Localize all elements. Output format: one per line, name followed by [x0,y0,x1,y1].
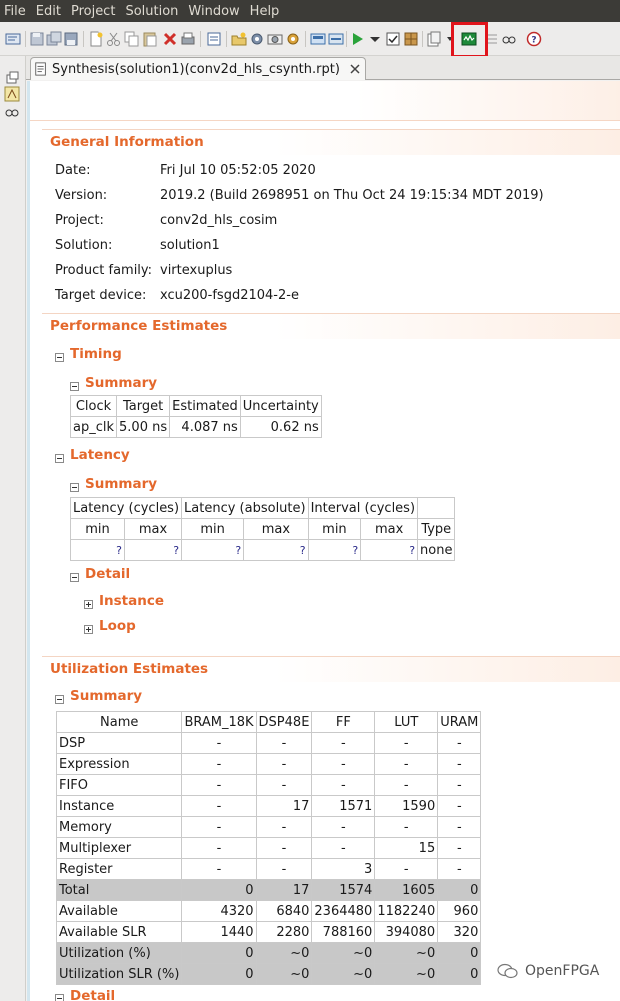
table-row [57,901,481,922]
table-cell: - [438,838,481,859]
gi-label: Solution: [55,238,113,253]
table-cell: 0 [182,880,256,901]
table-header: Estimated [170,396,241,417]
table-cell: 5.00 ns [117,417,170,438]
table-row [57,880,481,901]
table-cell: 1574 [312,880,375,901]
table-cell: 2280 [256,922,312,943]
timing-collapse-toggle[interactable] [55,353,64,362]
table-cell: - [256,838,312,859]
performance-estimates-header: Performance Estimates [42,313,620,339]
table-header [418,498,455,519]
table-cell: - [256,859,312,880]
gi-label: Project: [55,213,104,228]
editor-tab-bar [26,56,620,80]
table-cell: - [312,838,375,859]
table-header: min [182,519,244,540]
table-row [57,943,481,964]
table-cell: - [182,859,256,880]
watermark [497,962,599,980]
run-icon[interactable] [349,31,365,47]
table-header: Latency (absolute) [182,498,309,519]
c-synthesis-icon[interactable] [328,31,344,47]
table-cell: Total [57,880,182,901]
general-information-header: General Information [42,129,620,155]
left-minimized-panel [0,56,26,1001]
tab-synthesis-report[interactable] [30,57,366,80]
table-header: Name [57,712,182,733]
table-cell: Register [57,859,182,880]
table-cell: 15 [375,838,438,859]
table-cell: ~0 [375,964,438,985]
table-cell: 6840 [256,901,312,922]
report-file-icon [34,62,48,76]
timing-summary-header: Summary [85,375,158,391]
table-cell: - [375,817,438,838]
project-settings-icon[interactable] [206,31,222,47]
table-cell: - [312,775,375,796]
table-cell: 2364480 [312,901,375,922]
table-cell: 0.62 ns [240,417,321,438]
table-cell: 0 [182,943,256,964]
table-cell: Utilization (%) [57,943,182,964]
utilization-detail-header: Detail [70,988,116,1001]
table-row [57,775,481,796]
table-cell: 0 [438,880,481,901]
utilization-summary-header: Summary [70,688,143,704]
table-cell: Memory [57,817,182,838]
latency-header: Latency [70,447,130,463]
new-file-icon[interactable] [88,31,104,47]
table-cell: - [182,796,256,817]
solution-settings-icon[interactable] [249,31,265,47]
utilization-summary-table [56,711,481,985]
table-cell: DSP [57,733,182,754]
waveform-icon[interactable] [501,31,517,47]
tab-title: Synthesis(solution1)(conv2d_hls_csynth.rpt) [52,61,340,77]
table-cell: - [375,733,438,754]
save-all-icon[interactable] [46,31,62,47]
export-rtl-icon[interactable] [403,31,419,47]
gi-value: conv2d_hls_cosim [160,213,278,228]
table-cell: 1590 [375,796,438,817]
table-cell: 394080 [375,922,438,943]
table-cell: - [256,775,312,796]
table-cell: - [438,796,481,817]
instance-header[interactable]: Instance [99,593,165,609]
table-header: Uncertainty [240,396,321,417]
report-content [27,81,620,1001]
table-header: max [244,519,308,540]
table-cell: ~0 [256,943,312,964]
c-simulation-icon[interactable] [310,31,326,47]
table-cell: Instance [57,796,182,817]
table-header: max [124,519,181,540]
table-cell: - [256,733,312,754]
hardware-icon[interactable] [267,31,283,47]
latency-summary-collapse-toggle[interactable] [70,483,79,492]
save-icon[interactable] [29,31,45,47]
gi-label: Target device: [55,288,147,303]
new-solution-icon[interactable] [231,31,247,47]
table-header: Latency (cycles) [71,498,182,519]
help-icon[interactable] [526,31,542,47]
timing-summary-table [70,395,322,438]
table-cell: ? [182,540,244,561]
loop-header[interactable]: Loop [99,618,136,634]
table-cell: - [182,754,256,775]
gi-label: Version: [55,188,108,203]
table-cell: - [312,733,375,754]
table-cell: 1605 [375,880,438,901]
table-row [57,838,481,859]
table-row [57,859,481,880]
latency-detail-collapse-toggle[interactable] [70,573,79,582]
latency-detail-header: Detail [85,566,131,582]
table-cell: 1571 [312,796,375,817]
table-cell: 960 [438,901,481,922]
table-cell: 17 [256,880,312,901]
table-header: LUT [375,712,438,733]
table-cell: 0 [182,964,256,985]
highlight-box [451,22,488,58]
gi-value: xcu200-fsgd2104-2-e [160,288,299,303]
table-cell: - [438,859,481,880]
table-header: FF [312,712,375,733]
main-toolbar [0,22,620,56]
table-cell: 0 [438,964,481,985]
save-as-icon[interactable] [63,31,79,47]
directive-icon[interactable] [285,31,301,47]
delete-icon[interactable] [162,31,178,47]
table-cell: 3 [312,859,375,880]
close-tab-icon[interactable] [348,62,362,76]
paste-icon[interactable] [142,31,158,47]
watermark-text: OpenFPGA [525,963,600,979]
menu-file[interactable]: File [4,3,26,19]
table-cell: ~0 [312,964,375,985]
table-cell: Available [57,901,182,922]
table-header: BRAM_18K [182,712,256,733]
table-cell: - [182,817,256,838]
table-header: Clock [71,396,117,417]
table-cell: ? [244,540,308,561]
gi-value: Fri Jul 10 05:52:05 2020 [160,163,316,178]
table-cell: none [418,540,455,561]
table-cell: ? [71,540,125,561]
table-header: URAM [438,712,481,733]
table-cell: - [438,733,481,754]
table-header: Interval (cycles) [308,498,417,519]
wechat-icon [497,962,519,980]
table-header: max [361,519,418,540]
table-cell: 4.087 ns [170,417,241,438]
table-cell: - [375,775,438,796]
table-cell: - [256,817,312,838]
table-cell: - [312,754,375,775]
open-report-icon[interactable] [426,31,442,47]
table-header: DSP48E [256,712,312,733]
table-cell: 1440 [182,922,256,943]
table-header: min [308,519,361,540]
table-header: min [71,519,125,540]
gi-value: solution1 [160,238,220,253]
table-cell: ~0 [256,964,312,985]
copy-icon[interactable] [124,31,140,47]
table-cell: - [182,838,256,859]
table-cell: 0 [438,943,481,964]
table-cell: - [256,754,312,775]
table-cell: ~0 [375,943,438,964]
utilization-detail-collapse-toggle[interactable] [55,994,64,1001]
table-row [57,817,481,838]
print-icon[interactable] [180,31,196,47]
table-cell: - [182,733,256,754]
table-cell: Utilization SLR (%) [57,964,182,985]
table-cell: - [182,775,256,796]
instance-expand-toggle[interactable] [84,600,93,609]
table-cell: - [312,817,375,838]
table-cell: ? [361,540,418,561]
table-header: Type [418,519,455,540]
table-cell: Expression [57,754,182,775]
table-cell: 1182240 [375,901,438,922]
restore-view-icon[interactable] [4,70,20,86]
menu-project[interactable]: Project [70,3,116,19]
table-cell: - [438,817,481,838]
table-row [57,754,481,775]
svg-text:?: ? [531,35,537,46]
gi-value: 2019.2 (Build 2698951 on Thu Oct 24 19:15:34 MDT 2019) [160,188,544,203]
table-cell: 17 [256,796,312,817]
menu-edit[interactable]: Edit [35,3,61,19]
table-cell: Multiplexer [57,838,182,859]
table-cell: 4320 [182,901,256,922]
report-top-band [30,81,620,121]
timing-summary-collapse-toggle[interactable] [70,382,79,391]
utilization-summary-collapse-toggle[interactable] [55,695,64,704]
menu-help[interactable]: Help [249,3,280,19]
table-cell: ? [124,540,181,561]
table-row [57,964,481,985]
table-cell: - [438,754,481,775]
table-cell: ? [308,540,361,561]
console-view-icon[interactable] [5,31,21,47]
latency-collapse-toggle[interactable] [55,454,64,463]
table-cell: FIFO [57,775,182,796]
table-row [57,922,481,943]
timing-header: Timing [70,346,122,362]
table-row [57,733,481,754]
menu-solution[interactable]: Solution [125,3,179,19]
table-row [57,796,481,817]
table-cell: - [375,859,438,880]
menu-bar [0,0,620,22]
table-cell: ~0 [312,943,375,964]
utilization-estimates-header: Utilization Estimates [42,656,620,682]
table-cell: 788160 [312,922,375,943]
table-cell: - [375,754,438,775]
latency-summary-table [70,497,455,561]
debug-view-icon[interactable] [4,104,20,120]
menu-window[interactable]: Window [188,3,240,19]
loop-expand-toggle[interactable] [84,625,93,634]
table-cell: - [438,775,481,796]
table-cell: Available SLR [57,922,182,943]
gi-value: virtexuplus [160,263,233,278]
gi-label: Product family: [55,263,153,278]
table-cell: 320 [438,922,481,943]
table-header: Target [117,396,170,417]
explorer-view-icon[interactable] [4,86,20,102]
checkbox-icon[interactable] [385,31,401,47]
run-dropdown-icon[interactable] [367,31,383,47]
gi-label: Date: [55,163,91,178]
cut-icon[interactable] [106,31,122,47]
table-cell: ap_clk [71,417,117,438]
latency-summary-header: Summary [85,476,158,492]
